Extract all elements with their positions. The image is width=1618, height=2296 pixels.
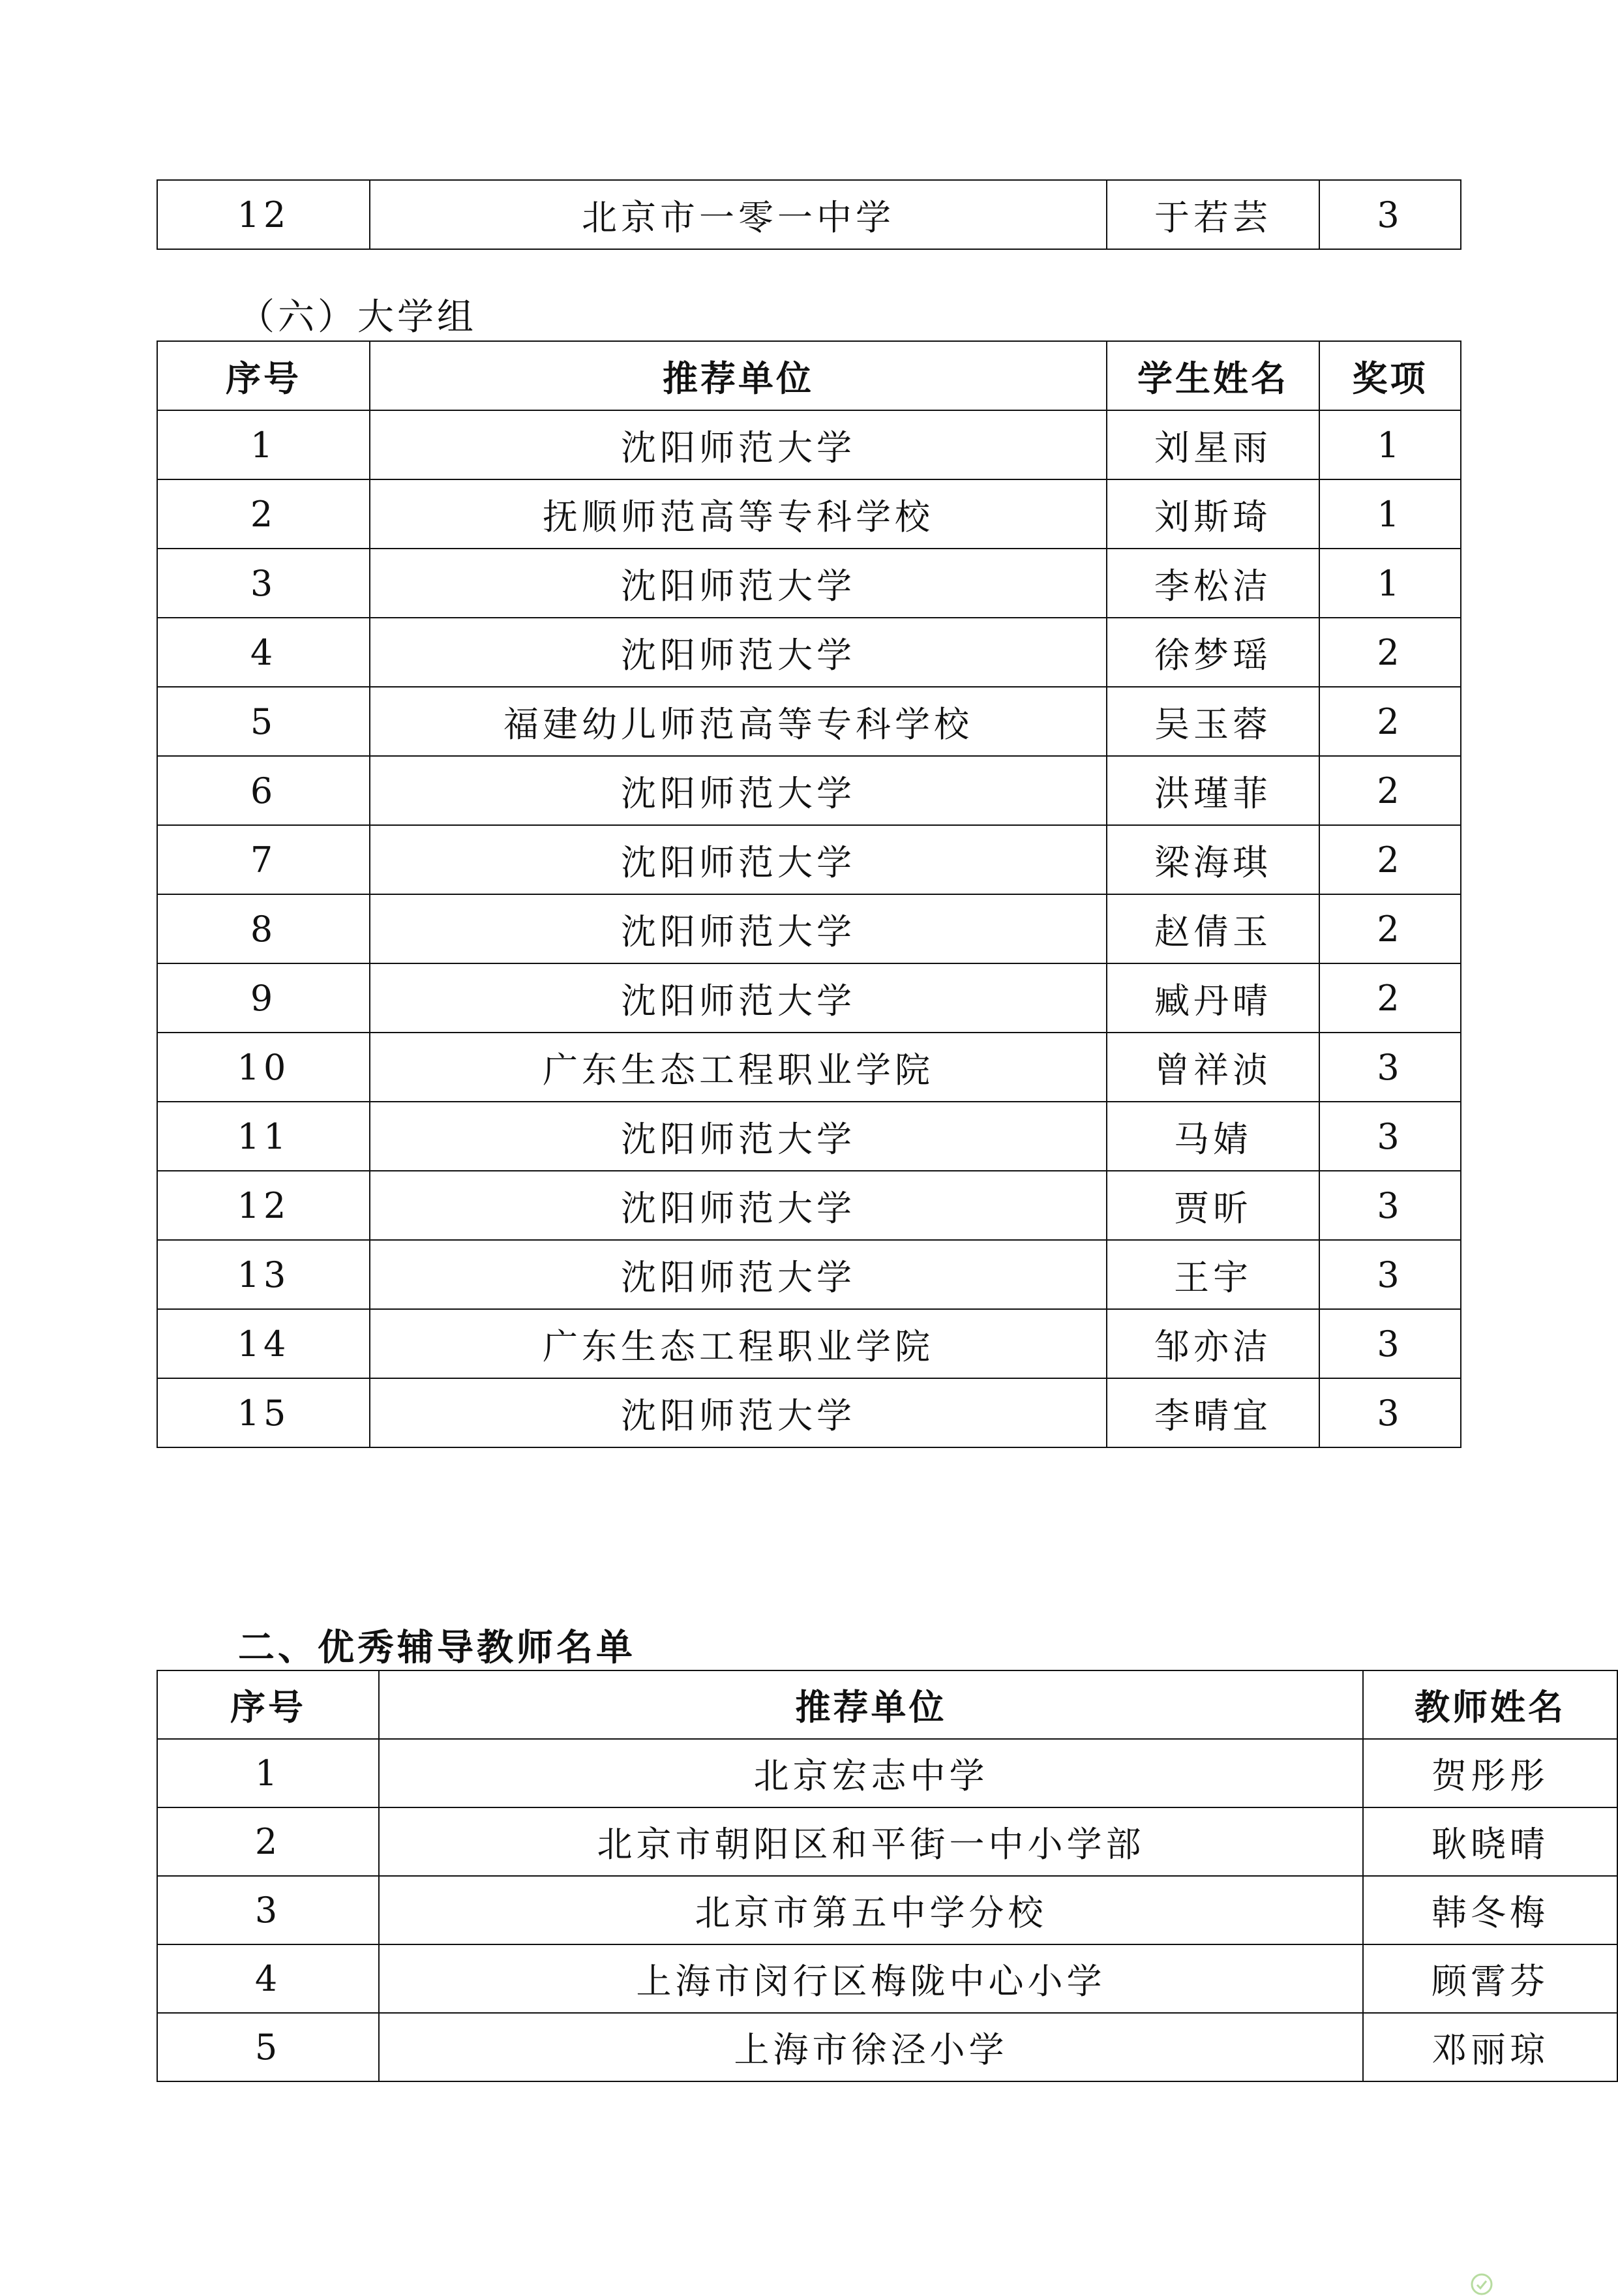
cell-award: 3: [1319, 1171, 1461, 1240]
cell-name: 刘斯琦: [1107, 479, 1319, 549]
table-row: [157, 1944, 1617, 2013]
cell-no: 12: [157, 1171, 370, 1240]
table-row: [157, 1102, 1461, 1171]
teacher-table: [157, 1670, 1618, 2082]
cell-award: 3: [1319, 1309, 1461, 1378]
cell-award: 2: [1319, 963, 1461, 1033]
cell-name: 王宇: [1107, 1240, 1319, 1309]
table-row: [157, 549, 1461, 618]
cell-no: 1: [157, 410, 370, 479]
header-unit: 推荐单位: [379, 1670, 1363, 1739]
cell-no: 6: [157, 756, 370, 825]
cell-unit: 广东生态工程职业学院: [370, 1033, 1107, 1102]
cell-name: 李松洁: [1107, 549, 1319, 618]
table-row: [157, 1378, 1461, 1447]
previous-group-table-body: [157, 180, 1461, 249]
table-row: [157, 687, 1461, 756]
cell-no: 3: [157, 1876, 379, 1944]
header-no: 序号: [157, 1670, 379, 1739]
cell-unit: 上海市徐泾小学: [379, 2013, 1363, 2081]
teacher-list-heading: 二、优秀辅导教师名单: [238, 1627, 636, 1669]
table-row: [157, 825, 1461, 894]
university-group-table: [157, 340, 1461, 1448]
cell-unit: 沈阳师范大学: [370, 894, 1107, 963]
cell-no: 5: [157, 687, 370, 756]
cell-award: 2: [1319, 756, 1461, 825]
table-row: [157, 180, 1461, 249]
cell-award: 3: [1319, 1378, 1461, 1447]
cell-name: 梁海琪: [1107, 825, 1319, 894]
cell-award: 3: [1319, 1033, 1461, 1102]
cell-award: 1: [1319, 479, 1461, 549]
cell-no: 4: [157, 1944, 379, 2013]
cell-name: 于若芸: [1107, 180, 1319, 249]
cell-unit: 沈阳师范大学: [370, 963, 1107, 1033]
table-row: [157, 410, 1461, 479]
cell-unit: 沈阳师范大学: [370, 1240, 1107, 1309]
university-group-table-body: [157, 410, 1461, 1447]
cell-award: 2: [1319, 687, 1461, 756]
header-award: 奖项: [1319, 341, 1461, 410]
cell-no: 8: [157, 894, 370, 963]
cell-no: 13: [157, 1240, 370, 1309]
cell-name: 贺彤彤: [1363, 1739, 1617, 1807]
cell-unit: 广东生态工程职业学院: [370, 1309, 1107, 1378]
cell-no: 11: [157, 1102, 370, 1171]
table-header-row: [157, 1670, 1617, 1739]
cell-unit: 上海市闵行区梅陇中心小学: [379, 1944, 1363, 2013]
cell-name: 耿晓晴: [1363, 1807, 1617, 1876]
cell-no: 5: [157, 2013, 379, 2081]
cell-name: 刘星雨: [1107, 410, 1319, 479]
cell-award: 2: [1319, 618, 1461, 687]
cell-award: 3: [1319, 1102, 1461, 1171]
cell-unit: 沈阳师范大学: [370, 549, 1107, 618]
table-row: [157, 479, 1461, 549]
table-row: [157, 756, 1461, 825]
cell-no: 1: [157, 1739, 379, 1807]
cell-award: 3: [1319, 1240, 1461, 1309]
table-header-row: [157, 341, 1461, 410]
table-row: [157, 1807, 1617, 1876]
cell-award: 1: [1319, 410, 1461, 479]
cell-unit: 沈阳师范大学: [370, 618, 1107, 687]
cell-award: 2: [1319, 825, 1461, 894]
cell-no: 2: [157, 1807, 379, 1876]
cell-name: 韩冬梅: [1363, 1876, 1617, 1944]
cell-award: 3: [1319, 180, 1461, 249]
cell-name: 李晴宜: [1107, 1378, 1319, 1447]
cell-unit: 福建幼儿师范高等专科学校: [370, 687, 1107, 756]
cell-no: 14: [157, 1309, 370, 1378]
table-row: [157, 1171, 1461, 1240]
cell-no: 15: [157, 1378, 370, 1447]
university-group-heading: （六）大学组: [238, 296, 477, 339]
cell-no: 4: [157, 618, 370, 687]
table-row: [157, 2013, 1617, 2081]
table-row: [157, 1240, 1461, 1309]
cell-name: 臧丹晴: [1107, 963, 1319, 1033]
cell-unit: 沈阳师范大学: [370, 1102, 1107, 1171]
cell-name: 顾霄芬: [1363, 1944, 1617, 2013]
cell-name: 马婧: [1107, 1102, 1319, 1171]
table-row: [157, 1309, 1461, 1378]
cell-unit: 北京市朝阳区和平街一中小学部: [379, 1807, 1363, 1876]
header-unit: 推荐单位: [370, 341, 1107, 410]
cell-name: 赵倩玉: [1107, 894, 1319, 963]
cell-no: 12: [157, 180, 370, 249]
cell-unit: 沈阳师范大学: [370, 410, 1107, 479]
cell-award: 1: [1319, 549, 1461, 618]
cell-unit: 沈阳师范大学: [370, 825, 1107, 894]
cell-no: 3: [157, 549, 370, 618]
cell-unit: 北京市第五中学分校: [379, 1876, 1363, 1944]
table-row: [157, 1033, 1461, 1102]
header-teacher-name: 教师姓名: [1363, 1670, 1617, 1739]
table-row: [157, 1739, 1617, 1807]
previous-group-table: [157, 179, 1461, 250]
teacher-table-body: [157, 1739, 1617, 2081]
cell-award: 2: [1319, 894, 1461, 963]
circular-seal-icon: [1470, 2273, 1493, 2296]
cell-name: 邓丽琼: [1363, 2013, 1617, 2081]
cell-no: 2: [157, 479, 370, 549]
cell-unit: 沈阳师范大学: [370, 1171, 1107, 1240]
cell-no: 7: [157, 825, 370, 894]
table-row: [157, 618, 1461, 687]
cell-no: 10: [157, 1033, 370, 1102]
cell-unit: 抚顺师范高等专科学校: [370, 479, 1107, 549]
header-no: 序号: [157, 341, 370, 410]
cell-unit: 沈阳师范大学: [370, 1378, 1107, 1447]
cell-name: 曾祥浈: [1107, 1033, 1319, 1102]
cell-name: 吴玉蓉: [1107, 687, 1319, 756]
cell-name: 贾昕: [1107, 1171, 1319, 1240]
cell-unit: 北京市一零一中学: [370, 180, 1107, 249]
table-row: [157, 894, 1461, 963]
cell-no: 9: [157, 963, 370, 1033]
cell-name: 洪瑾菲: [1107, 756, 1319, 825]
cell-name: 徐梦瑶: [1107, 618, 1319, 687]
table-row: [157, 963, 1461, 1033]
cell-unit: 沈阳师范大学: [370, 756, 1107, 825]
cell-name: 邹亦洁: [1107, 1309, 1319, 1378]
table-row: [157, 1876, 1617, 1944]
header-student-name: 学生姓名: [1107, 341, 1319, 410]
cell-unit: 北京宏志中学: [379, 1739, 1363, 1807]
